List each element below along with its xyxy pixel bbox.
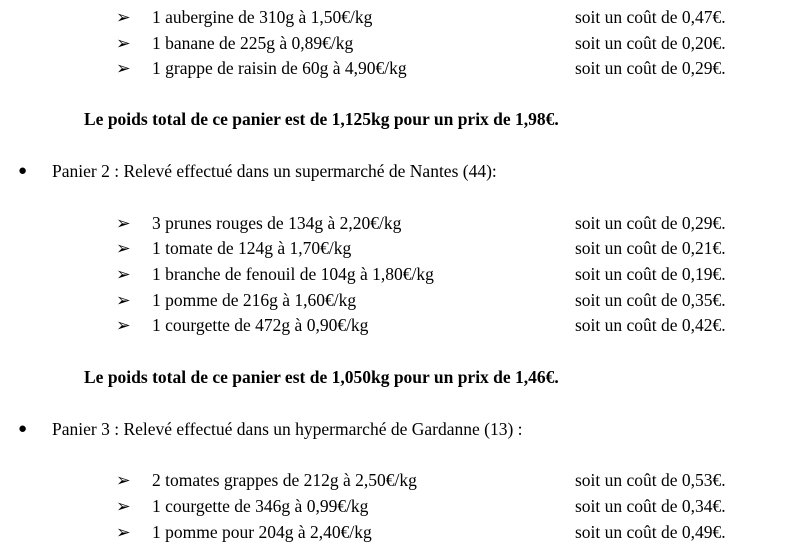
item-cost: soit un coût de 0,29€. — [575, 213, 726, 233]
item-cost: soit un coût de 0,53€. — [575, 470, 726, 490]
list-item: 1 banane de 225g à 0,89€/kg — [152, 33, 354, 53]
panier2-total: Le poids total de ce panier est de 1,050kg pour un prix de 1,46€. — [84, 367, 559, 387]
panier1-total: Le poids total de ce panier est de 1,125kg pour un prix de 1,98€. — [84, 109, 559, 129]
panier3-heading: Panier 3 : Relevé effectué dans un hypermarché de Gardanne (13) : — [52, 419, 523, 439]
item-cost: soit un coût de 0,19€. — [575, 264, 726, 284]
item-cost: soit un coût de 0,49€. — [575, 522, 726, 542]
arrow-icon: ➢ — [116, 522, 131, 542]
arrow-icon: ➢ — [116, 264, 131, 284]
list-item: 1 grappe de raisin de 60g à 4,90€/kg — [152, 58, 407, 78]
list-item: 1 courgette de 472g à 0,90€/kg — [152, 315, 369, 335]
arrow-icon: ➢ — [116, 315, 131, 335]
arrow-icon: ➢ — [116, 58, 131, 78]
arrow-icon: ➢ — [116, 7, 131, 27]
arrow-icon: ➢ — [116, 470, 131, 490]
list-item: 1 pomme de 216g à 1,60€/kg — [152, 290, 357, 310]
arrow-icon: ➢ — [116, 496, 131, 516]
item-cost: soit un coût de 0,34€. — [575, 496, 726, 516]
panier2-heading: Panier 2 : Relevé effectué dans un supermarché de Nantes (44): — [52, 161, 497, 181]
bullet-icon: ● — [18, 421, 28, 437]
list-item: 2 tomates grappes de 212g à 2,50€/kg — [152, 470, 417, 490]
item-cost: soit un coût de 0,42€. — [575, 315, 726, 335]
item-cost: soit un coût de 0,35€. — [575, 290, 726, 310]
bullet-icon: ● — [18, 163, 28, 179]
arrow-icon: ➢ — [116, 213, 131, 233]
item-cost: soit un coût de 0,20€. — [575, 33, 726, 53]
list-item: 1 courgette de 346g à 0,99€/kg — [152, 496, 369, 516]
list-item: 1 branche de fenouil de 104g à 1,80€/kg — [152, 264, 434, 284]
arrow-icon: ➢ — [116, 238, 131, 258]
list-item: 1 tomate de 124g à 1,70€/kg — [152, 238, 352, 258]
item-cost: soit un coût de 0,29€. — [575, 58, 726, 78]
arrow-icon: ➢ — [116, 33, 131, 53]
list-item: 3 prunes rouges de 134g à 2,20€/kg — [152, 213, 402, 233]
arrow-icon: ➢ — [116, 290, 131, 310]
list-item: 1 pomme pour 204g à 2,40€/kg — [152, 522, 372, 542]
item-cost: soit un coût de 0,47€. — [575, 7, 726, 27]
item-cost: soit un coût de 0,21€. — [575, 238, 726, 258]
list-item: 1 aubergine de 310g à 1,50€/kg — [152, 7, 373, 27]
